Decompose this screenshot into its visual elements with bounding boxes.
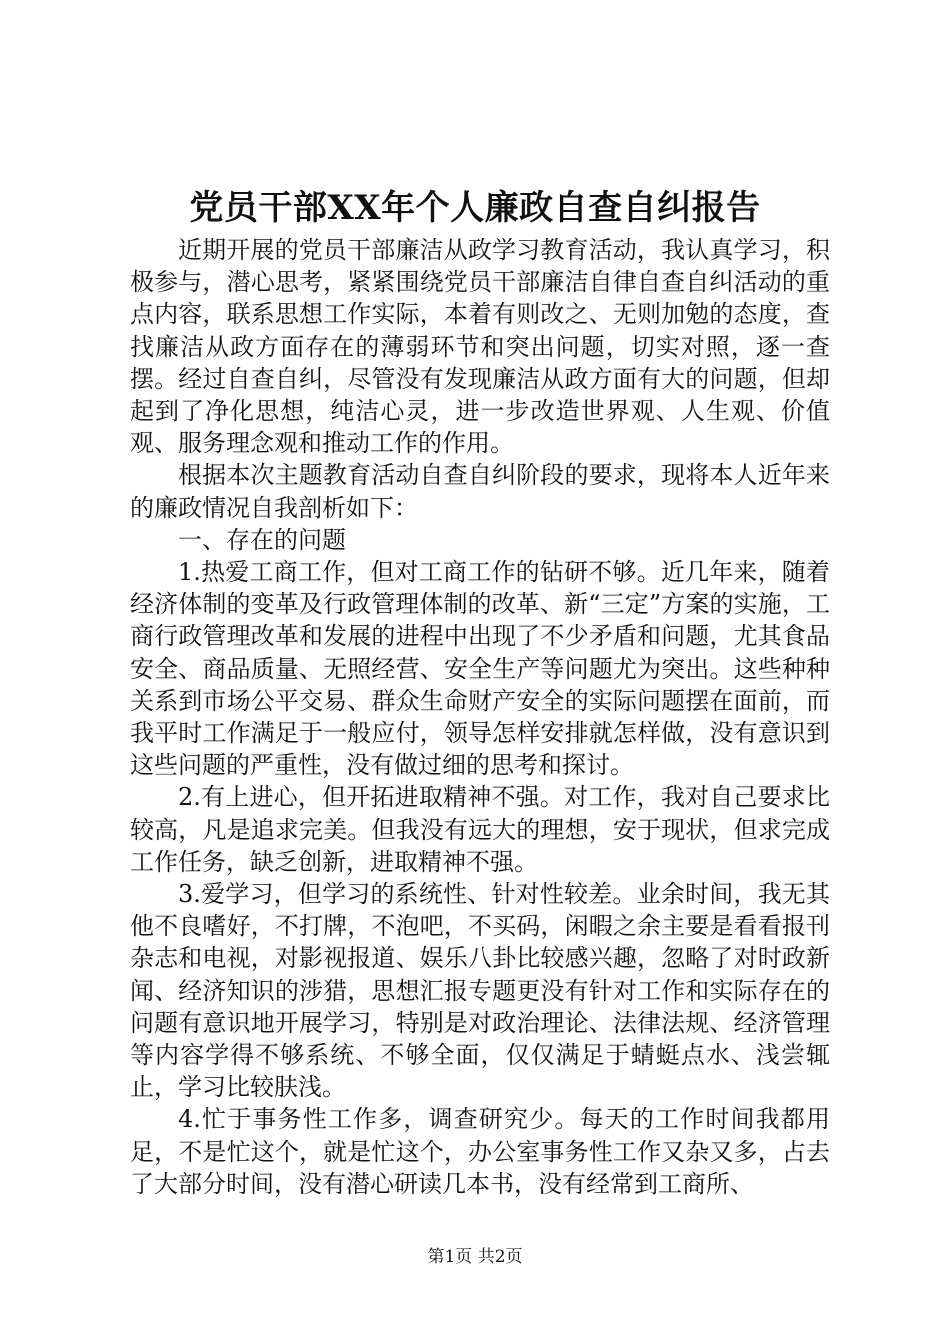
paragraph-requirement: 根据本次主题教育活动自查自纠阶段的要求，现将本人近年来的廉政情况自我剖析如下： bbox=[130, 461, 830, 522]
document-title: 党员干部XX年个人廉政自查自纠报告 bbox=[189, 188, 761, 228]
paragraph-problem-2: 2.有上进心，但开拓进取精神不强。对工作，我对自己要求比较高，凡是追求完美。但我没有远大的理想，安于现状，但求完成工作任务，缺乏创新，进取精神不强。 bbox=[130, 783, 830, 876]
section-heading-problems: 一、存在的问题 bbox=[178, 525, 346, 554]
paragraph-problem-3: 3.爱学习，但学习的系统性、针对性较差。业余时间，我无其他不良嗜好，不打牌，不泡吧，不买码，闲暇之余主要是看看报刊杂志和电视，对影视报道、娱乐八卦比较感兴趣，忽略了对时政新闻、经济知识的涉猎，思想汇报专题更没有针对工作和实际存在的问题有意识地开展学习，特别是对政治理论、法律法规、经济管理等内容学得不够系统、不够全面，仅仅满足于蜻蜓点水、浅尝辄止，学习比较肤浅。 bbox=[130, 880, 830, 1102]
paragraph-problem-4: 4.忙于事务性工作多，调查研究少。每天的工作时间我都用足，不是忙这个，就是忙这个，办公室事务性工作又杂又多，占去了大部分时间，没有潜心研读几本书，没有经常到工商所、 bbox=[130, 1105, 830, 1198]
paragraph-intro: 近期开展的党员干部廉洁从政学习教育活动，我认真学习，积极参与，潜心思考，紧紧围绕党员干部廉洁自律自查自纠活动的重点内容，联系思想工作实际，本着有则改之、无则加勉的态度，查找廉洁从政方面存在的薄弱环节和突出问题，切实对照，逐一查摆。经过自查自纠，尽管没有发现廉洁从政方面有大的问题，但却起到了净化思想，纯洁心灵，进一步改造世界观、人生观、价值观、服务理念观和推动工作的作用。 bbox=[130, 236, 830, 458]
document-body bbox=[130, 234, 830, 1200]
page-footer: 第1页 共2页 bbox=[427, 1247, 523, 1267]
paragraph-problem-1: 1.热爱工商工作，但对工商工作的钻研不够。近几年来，随着经济体制的变革及行政管理体制的改革、新“三定”方案的实施，工商行政管理改革和发展的进程中出现了不少矛盾和问题，尤其食品安全、商品质量、无照经营、安全生产等问题尤为突出。这些种种关系到市场公平交易、群众生命财产安全的实际问题摆在面前，而我平时工作满足于一般应付，领导怎样安排就怎样做，没有意识到这些问题的严重性，没有做过细的思考和探讨。 bbox=[130, 558, 830, 780]
